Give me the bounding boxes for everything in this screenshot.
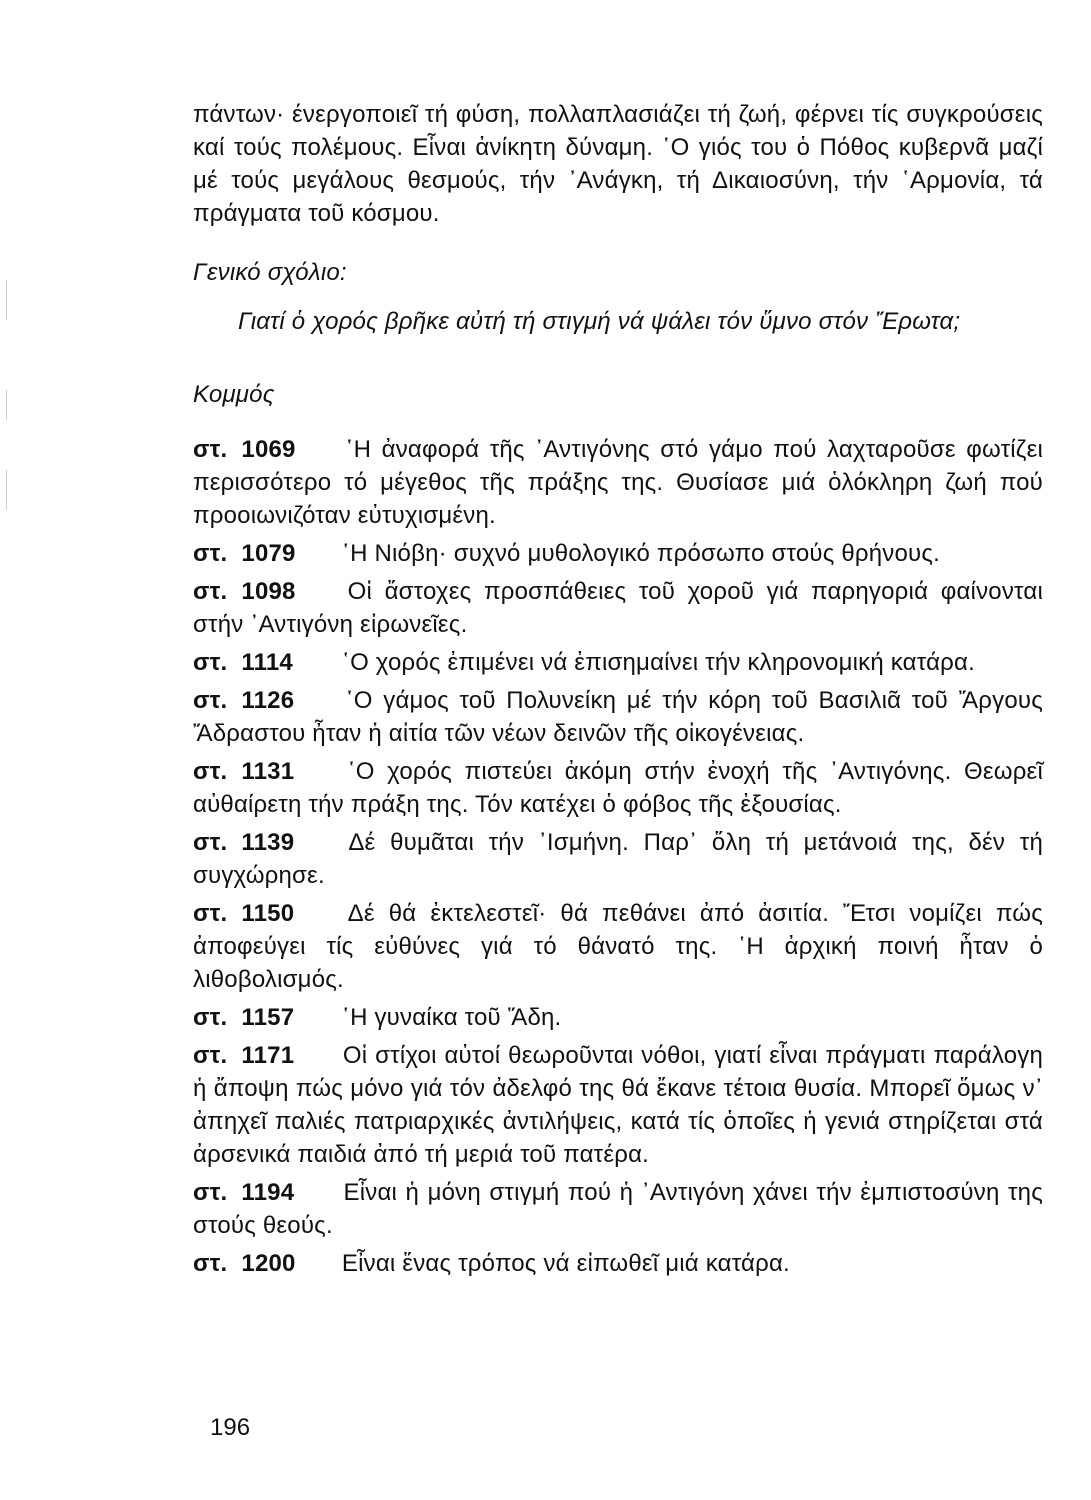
- note-reference: [193, 897, 335, 930]
- note-reference: [193, 755, 335, 788]
- note-text: ῾Η ἀναφορά τῆς ᾿Αντιγόνης στό γάμο πού λαχταροῦσε φωτίζει περισσότερο τό μέγεθος τῆς πράξης της. Θυσίασε μιά ὁλόκληρη ζωή πού προοιωνιζόταν εὐτυχισμένη.: [193, 436, 1043, 529]
- note-prefix: στ.: [193, 649, 228, 676]
- note-prefix: στ.: [193, 436, 228, 463]
- note-line-number: 1131: [241, 758, 295, 785]
- note-line-number: 1069: [241, 436, 296, 463]
- note-prefix: στ.: [193, 900, 228, 927]
- general-comment-question: Γιατί ὁ χορός βρῆκε αὐτή τή στιγμή νά ψάλει τόν ὕμνο στόν Ἔρωτα;: [238, 308, 961, 335]
- note-reference: [193, 1176, 335, 1209]
- note-line-number: 1079: [241, 540, 296, 567]
- note-reference: [193, 1039, 335, 1072]
- note-line-number: 1150: [241, 900, 295, 927]
- note-reference: [193, 575, 335, 608]
- note-item: [193, 433, 1043, 532]
- note-reference: [193, 1001, 335, 1034]
- note-item: [193, 1247, 1043, 1280]
- page-text: [193, 98, 1043, 1285]
- page-number: 196: [210, 1414, 251, 1441]
- note-prefix: στ.: [193, 1004, 228, 1031]
- note-reference: [193, 1247, 335, 1280]
- note-reference: [193, 646, 335, 679]
- note-text: Οἱ στίχοι αὐτοί θεωροῦνται νόθοι, γιατί εἶναι πράγματι παράλογη ἡ ἄποψη πώς μόνο γιά τόν ἀδελφό της θά ἔκανε τέτοια θυσία. Μπορεῖ ὅμως ν᾿ ἀπηχεῖ παλιές πατριαρχικές ἀντιλήψεις, κατά τίς ὁποῖες ἡ γενιά στηρίζεται στά ἀρσενικά παιδιά ἀπό τή μεριά τοῦ πατέρα.: [193, 1042, 1043, 1168]
- note-text: ῾Η Νιόβη· συχνό μυθολογικό πρόσωπο στούς θρήνους.: [341, 540, 940, 567]
- note-text: Εἶναι ἡ μόνη στιγμή πού ἡ ᾿Αντιγόνη χάνει τήν ἐμπιστοσύνη της στούς θεούς.: [193, 1179, 1043, 1239]
- note-prefix: στ.: [193, 1250, 228, 1277]
- note-line-number: 1200: [241, 1250, 296, 1277]
- note-prefix: στ.: [193, 1179, 228, 1206]
- note-item: [193, 646, 1043, 679]
- note-text: ῾Η γυναίκα τοῦ Ἅδη.: [341, 1004, 562, 1031]
- line-notes-list: [193, 433, 1043, 1280]
- note-line-number: 1098: [241, 578, 296, 605]
- note-reference: [193, 433, 335, 466]
- note-line-number: 1157: [241, 1004, 295, 1031]
- note-line-number: 1139: [241, 829, 295, 856]
- note-prefix: στ.: [193, 829, 228, 856]
- note-text: Δέ θά ἐκτελεστεῖ· θά πεθάνει ἀπό ἀσιτία. Ἔτσι νομίζει πώς ἀποφεύγει τίς εὐθύνες γιά τό θάνατό της. ῾Η ἀρχική ποινή ἦταν ὁ λιθοβολισμός.: [193, 900, 1043, 993]
- note-item: [193, 897, 1043, 996]
- general-comment-heading: Γενικό σχόλιο:: [193, 259, 347, 286]
- note-text: ῾Ο χορός πιστεύει ἀκόμη στήν ἐνοχή τῆς ᾿Αντιγόνης. Θεωρεῖ αὐθαίρετη τήν πράξη της. Τόν κατέχει ὁ φόβος τῆς ἐξουσίας.: [193, 758, 1043, 818]
- intro-paragraph: πάντων· ένεργοποιεῖ τή φύση, πολλαπλασιάζει τή ζωή, φέρνει τίς συγκρούσεις καί τούς πολέμους. Εἶναι ἀνίκητη δύναμη. ῾Ο γιός του ὁ Πόθος κυβερνᾶ μαζί μέ τούς μεγάλους θεσμούς, τήν ᾿Ανάγκη, τή Δικαιοσύνη, τήν ῾Αρμονία, τά πράγματα τοῦ κόσμου.: [193, 101, 1043, 227]
- note-prefix: στ.: [193, 758, 228, 785]
- note-item: [193, 684, 1043, 750]
- note-text: Εἶναι ἕνας τρόπος νά εἰπωθεῖ μιά κατάρα.: [341, 1250, 790, 1277]
- note-prefix: στ.: [193, 578, 228, 605]
- note-item: [193, 575, 1043, 641]
- note-text: Οἱ ἄστοχες προσπάθειες τοῦ χοροῦ γιά παρηγοριά φαίνονται στήν ᾿Αντιγόνη εἰρωνεῖες.: [193, 578, 1043, 638]
- note-item: [193, 1039, 1043, 1171]
- note-item: [193, 1176, 1043, 1242]
- note-item: [193, 826, 1043, 892]
- note-prefix: στ.: [193, 540, 228, 567]
- note-line-number: 1171: [241, 1042, 295, 1069]
- note-reference: [193, 826, 335, 859]
- note-item: [193, 755, 1043, 821]
- scan-edge-marks: [0, 280, 14, 530]
- note-prefix: στ.: [193, 687, 228, 714]
- section-heading-kommos: Κομμός: [193, 381, 275, 408]
- note-line-number: 1126: [241, 687, 295, 714]
- note-reference: [193, 684, 335, 717]
- note-item: [193, 537, 1043, 570]
- note-line-number: 1114: [241, 649, 293, 676]
- note-line-number: 1194: [241, 1179, 295, 1206]
- note-text: Δέ θυμᾶται τήν ᾿Ισμήνη. Παρ᾿ ὅλη τή μετάνοιά της, δέν τή συγχώρησε.: [193, 829, 1043, 889]
- note-item: [193, 1001, 1043, 1034]
- note-text: ῾Ο γάμος τοῦ Πολυνείκη μέ τήν κόρη τοῦ Βασιλιᾶ τοῦ Ἄργους Ἄδραστου ἦταν ἡ αἰτία τῶν νέων δεινῶν τῆς οἰκογένειας.: [193, 687, 1043, 747]
- note-reference: [193, 537, 335, 570]
- note-prefix: στ.: [193, 1042, 228, 1069]
- note-text: ῾Ο χορός ἐπιμένει νά ἐπισημαίνει τήν κληρονομική κατάρα.: [341, 649, 975, 676]
